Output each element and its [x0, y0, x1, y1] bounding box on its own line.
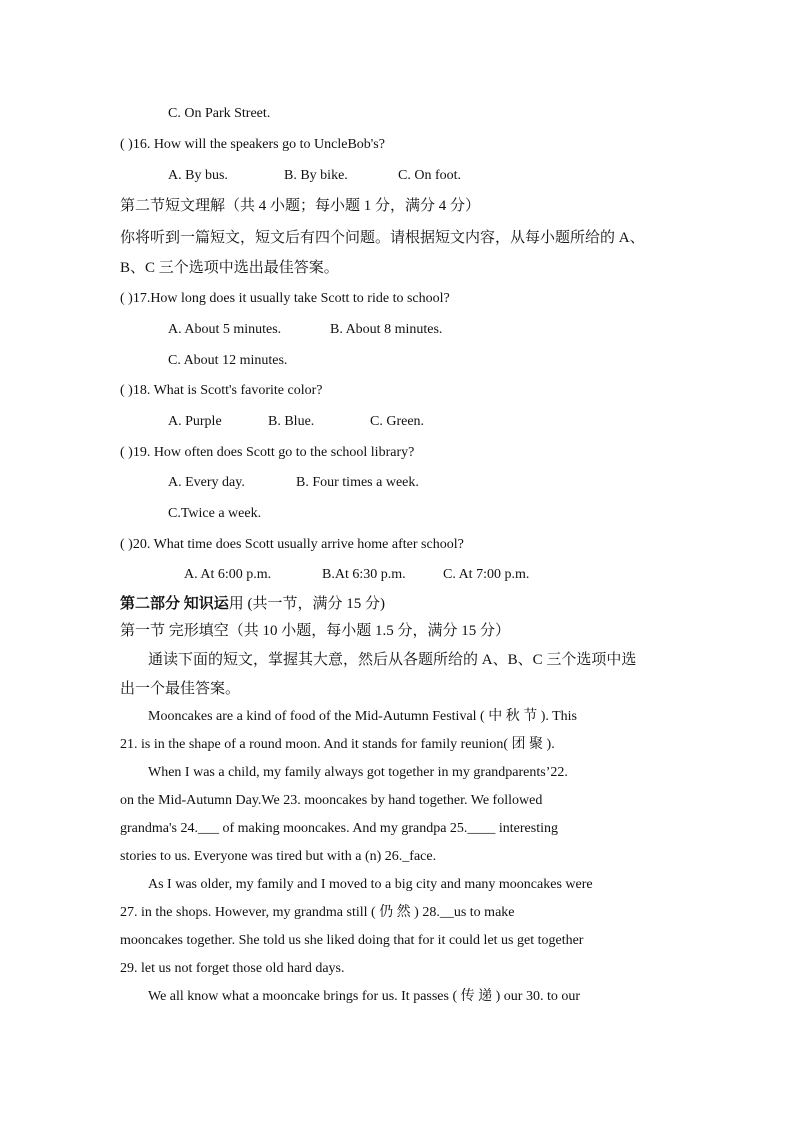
part-2-heading [120, 595, 385, 613]
passage-line: Mooncakes are a kind of food of the Mid-Autumn Festival ( 中 秋 节 ). This [148, 709, 578, 724]
q18-option-c: C. Green. [370, 414, 425, 429]
question-18: ( )18. What is Scott's favorite color? [120, 383, 323, 398]
q16-option-b: B. By bike. [284, 168, 348, 183]
question-20: ( )20. What time does Scott usually arrive home after school? [120, 537, 464, 552]
q17-option-a: A. About 5 minutes. [168, 322, 282, 337]
q16-option-a: A. By bus. [168, 168, 228, 183]
q20-option-b: B.At 6:30 p.m. [322, 567, 406, 582]
q20-option-c: C. At 7:00 p.m. [443, 567, 530, 582]
question-17: ( )17.How long does it usually take Scott to ride to school? [120, 291, 450, 306]
q17-option-c: C. About 12 minutes. [168, 353, 288, 368]
q15-option-c: C. On Park Street. [168, 106, 271, 121]
section-2-instructions-line2: B、C 三个选项中选出最佳答案。 [120, 260, 339, 276]
passage-line: mooncakes together. She told us she liked doing that for it could let us get together [120, 933, 584, 948]
passage-line: on the Mid-Autumn Day.We 23. mooncakes by hand together. We followed [120, 793, 543, 808]
passage-line: grandma's 24.___ of making mooncakes. And my grandpa 25.____ interesting [120, 821, 558, 836]
q18-option-b: B. Blue. [268, 414, 315, 429]
section-2-instructions-line1: 你将听到一篇短文，短文后有四个问题。请根据短文内容，从每小题所给的 A、 [120, 230, 645, 246]
passage-line: When I was a child, my family always got together in my grandparents’22. [148, 765, 568, 780]
q20-option-a: A. At 6:00 p.m. [184, 567, 272, 582]
passage-line: We all know what a mooncake brings for us. It passes ( 传 递 ) our 30. to our [148, 989, 581, 1004]
section-2-heading: 第二节短文理解（共 4 小题；每小题 1 分，满分 4 分） [120, 198, 481, 214]
question-16: ( )16. How will the speakers go to UncleBob's? [120, 137, 385, 152]
q19-option-c: C.Twice a week. [168, 506, 262, 521]
passage-line: 29. let us not forget those old hard days. [120, 961, 345, 976]
cloze-instructions-line2: 出一个最佳答案。 [120, 681, 241, 697]
q16-option-c: C. On foot. [398, 168, 461, 183]
q19-option-b: B. Four times a week. [296, 475, 419, 490]
passage-line: stories to us. Everyone was tired but with a (n) 26._face. [120, 849, 437, 864]
q17-option-b: B. About 8 minutes. [330, 322, 443, 337]
passage-line: 21. is in the shape of a round moon. And it stands for family reunion( 团 聚 ). [120, 737, 555, 752]
passage-line: 27. in the shops. However, my grandma still ( 仍 然 ) 28.__us to make [120, 905, 515, 920]
q19-option-a: A. Every day. [168, 475, 245, 490]
part-2-heading-rest: 用 (共一节，满分 15 分) [228, 596, 386, 612]
question-19: ( )19. How often does Scott go to the school library? [120, 445, 415, 460]
cloze-instructions-line1: 通读下面的短文，掌握其大意，然后从各题所给的 A、B、C 三个选项中选 [148, 652, 637, 668]
cloze-section-heading: 第一节 完形填空（共 10 小题，每小题 1.5 分，满分 15 分） [120, 623, 511, 639]
part-2-heading-bold: 第二部分 知识运 [120, 596, 229, 612]
passage-line: As I was older, my family and I moved to a big city and many mooncakes were [148, 877, 593, 892]
q18-option-a: A. Purple [168, 414, 222, 429]
